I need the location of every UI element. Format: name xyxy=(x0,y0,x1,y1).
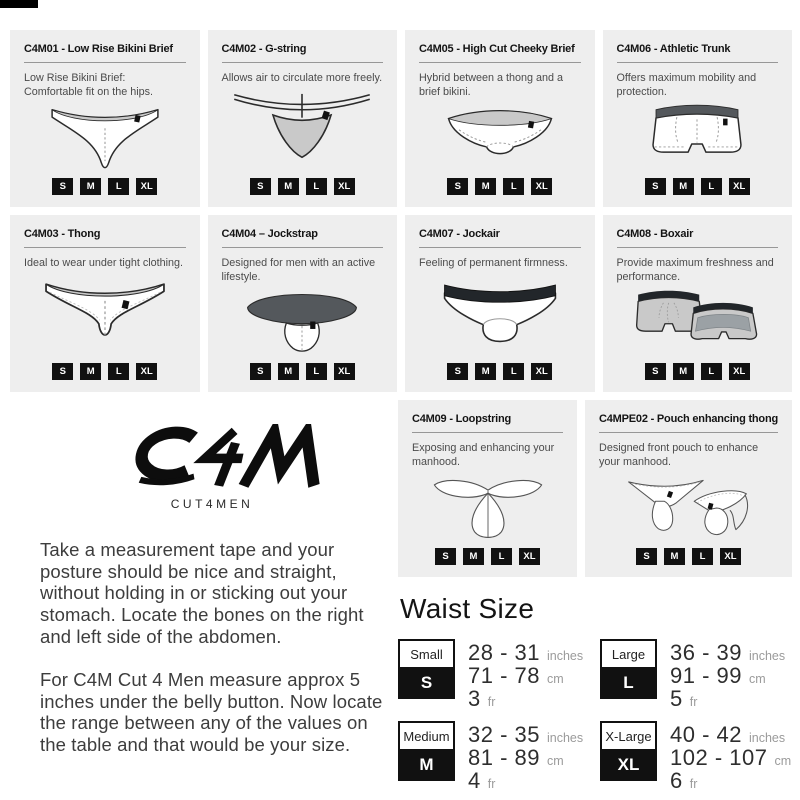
inches-unit: inches xyxy=(749,649,786,663)
product-card-c4mpe02 xyxy=(585,400,792,577)
product-description: Exposing and enhancing your manhood. xyxy=(412,442,555,469)
size-badges xyxy=(412,548,563,565)
size-badge-m: M xyxy=(278,178,299,195)
size-badge-s: S xyxy=(52,178,73,195)
cheeky-brief-illustration xyxy=(419,100,581,175)
size-row-large xyxy=(600,639,792,709)
fr-value: 4 xyxy=(468,768,481,793)
product-title: C4M01 - Low Rise Bikini Brief xyxy=(24,43,173,55)
measurement-instructions-1: Take a measurement tape and your posture should be nice and straight, without holding in or sticking out your stomach. Locate the bones on the right and left side of the abdomen. xyxy=(40,539,364,647)
fr-value: 5 xyxy=(670,686,683,711)
product-description: Ideal to wear under tight clothing. xyxy=(24,257,184,269)
size-badge-m: M xyxy=(463,548,484,565)
size-badge-s: S xyxy=(447,178,468,195)
product-card-c4m05 xyxy=(405,30,595,207)
divider xyxy=(419,247,581,248)
size-badge-xl: XL xyxy=(531,363,552,380)
fr-value: 6 xyxy=(670,768,683,793)
size-badge-s: S xyxy=(636,548,657,565)
size-abbr: L xyxy=(600,669,657,699)
size-badge-s: S xyxy=(447,363,468,380)
size-measures xyxy=(468,721,583,791)
size-abbr: M xyxy=(398,751,455,781)
size-badge-l: L xyxy=(491,548,512,565)
size-measures xyxy=(468,639,583,709)
size-badges xyxy=(617,178,779,195)
divider xyxy=(222,62,384,63)
size-badge-xl: XL xyxy=(729,178,750,195)
size-badge-xl: XL xyxy=(720,548,741,565)
product-card-c4m01 xyxy=(10,30,200,207)
corner-mark xyxy=(0,0,38,8)
size-badges xyxy=(419,178,581,195)
bikini-brief-illustration xyxy=(24,100,186,175)
product-title: C4M04 – Jockstrap xyxy=(221,228,318,240)
divider xyxy=(222,247,384,248)
size-badge-l: L xyxy=(108,363,129,380)
product-card-c4m03 xyxy=(10,215,200,392)
waist-size-title: Waist Size xyxy=(400,593,535,624)
lower-section xyxy=(0,400,800,791)
fr-unit: fr xyxy=(487,695,496,709)
size-badge-l: L xyxy=(306,178,327,195)
pouch-thong-illustration xyxy=(599,470,778,545)
size-badge-l: L xyxy=(306,363,327,380)
size-badges xyxy=(222,178,384,195)
fr-unit: fr xyxy=(487,777,496,791)
inches-value: 32 - 35 xyxy=(468,722,540,747)
size-badge-m: M xyxy=(673,178,694,195)
product-description: Designed for men with an active lifestyle. xyxy=(221,257,376,284)
size-badge-l: L xyxy=(701,363,722,380)
cm-unit: cm xyxy=(547,672,564,686)
size-label: Medium xyxy=(398,721,455,751)
cm-unit: cm xyxy=(547,754,564,768)
product-title: C4M05 - High Cut Cheeky Brief xyxy=(419,43,575,55)
size-box-medium xyxy=(398,721,455,791)
product-description: Hybrid between a thong and a brief bikini. xyxy=(419,72,564,99)
inches-unit: inches xyxy=(547,649,584,663)
product-description: Offers maximum mobility and protection. xyxy=(616,72,757,99)
size-measures xyxy=(670,721,791,791)
size-badge-m: M xyxy=(80,363,101,380)
c4m-logo-icon xyxy=(105,424,320,491)
cm-value: 81 - 89 xyxy=(468,745,540,770)
thong-illustration xyxy=(24,270,186,359)
size-badge-s: S xyxy=(250,178,271,195)
measurement-instructions-2: For C4M Cut 4 Men measure approx 5 inches under the belly button. Now locate the range between any of the values on the table and that would be your size. xyxy=(40,669,383,756)
product-card-c4m06 xyxy=(603,30,793,207)
divider xyxy=(24,247,186,248)
inches-unit: inches xyxy=(749,731,786,745)
size-label: Small xyxy=(398,639,455,669)
size-badge-s: S xyxy=(435,548,456,565)
brand-and-instructions xyxy=(0,400,398,791)
loopstring-illustration xyxy=(412,470,563,545)
cm-unit: cm xyxy=(749,672,766,686)
inches-unit: inches xyxy=(547,731,584,745)
size-badge-xl: XL xyxy=(531,178,552,195)
extra-cards xyxy=(398,400,792,577)
product-title: C4MPE02 - Pouch enhancing thong xyxy=(599,413,778,425)
inches-value: 36 - 39 xyxy=(670,640,742,665)
size-badge-xl: XL xyxy=(334,178,355,195)
product-title: C4M08 - Boxair xyxy=(616,228,694,240)
size-badge-m: M xyxy=(664,548,685,565)
size-row-small xyxy=(398,639,590,709)
divider xyxy=(412,432,563,433)
product-card-c4m02 xyxy=(208,30,398,207)
size-badge-xl: XL xyxy=(136,363,157,380)
size-box-xlarge xyxy=(600,721,657,791)
g-string-illustration xyxy=(222,85,384,174)
product-title: C4M06 - Athletic Trunk xyxy=(616,43,731,55)
divider xyxy=(617,247,779,248)
size-badges xyxy=(24,178,186,195)
size-box-small xyxy=(398,639,455,709)
cm-value: 102 - 107 xyxy=(670,745,768,770)
size-badge-xl: XL xyxy=(334,363,355,380)
product-title: C4M02 - G-string xyxy=(221,43,307,55)
product-description: Allows air to circulate more freely. xyxy=(221,72,383,84)
size-badge-l: L xyxy=(692,548,713,565)
size-badge-m: M xyxy=(475,363,496,380)
trunk-illustration xyxy=(617,100,779,175)
size-badge-s: S xyxy=(52,363,73,380)
size-badge-s: S xyxy=(645,178,666,195)
cm-unit: cm xyxy=(774,754,792,768)
size-badge-xl: XL xyxy=(519,548,540,565)
size-badge-l: L xyxy=(503,178,524,195)
size-badge-l: L xyxy=(108,178,129,195)
size-badge-m: M xyxy=(673,363,694,380)
inches-value: 28 - 31 xyxy=(468,640,540,665)
jockstrap-illustration xyxy=(222,285,384,360)
size-measures xyxy=(670,639,785,709)
size-badge-m: M xyxy=(278,363,299,380)
size-badges xyxy=(24,363,186,380)
boxair-illustration xyxy=(617,285,779,360)
fr-unit: fr xyxy=(689,695,698,709)
divider xyxy=(617,62,779,63)
size-badge-xl: XL xyxy=(136,178,157,195)
product-card-c4m09 xyxy=(398,400,577,577)
fr-value: 3 xyxy=(468,686,481,711)
product-description: Low Rise Bikini Brief: Comfortable fit on the hips. xyxy=(24,72,154,99)
product-cards-grid xyxy=(0,0,800,392)
size-badges xyxy=(617,363,779,380)
divider xyxy=(419,62,581,63)
fr-unit: fr xyxy=(689,777,698,791)
size-badge-m: M xyxy=(475,178,496,195)
divider xyxy=(599,432,778,433)
product-description: Feeling of permanent firmness. xyxy=(419,257,568,269)
size-abbr: XL xyxy=(600,751,657,781)
size-label: X-Large xyxy=(600,721,657,751)
size-badge-l: L xyxy=(701,178,722,195)
product-card-c4m07 xyxy=(405,215,595,392)
product-description: Provide maximum freshness and performance. xyxy=(616,257,774,284)
size-badges xyxy=(222,363,384,380)
size-label: Large xyxy=(600,639,657,669)
product-card-c4m08 xyxy=(603,215,793,392)
product-title: C4M07 - Jockair xyxy=(419,228,500,240)
size-badge-m: M xyxy=(80,178,101,195)
size-box-large xyxy=(600,639,657,709)
inches-value: 40 - 42 xyxy=(670,722,742,747)
cm-value: 71 - 78 xyxy=(468,663,540,688)
size-badges xyxy=(599,548,778,565)
extra-cards-and-size-table xyxy=(398,400,800,791)
waist-size-table xyxy=(398,639,792,791)
product-title: C4M03 - Thong xyxy=(24,228,101,240)
size-abbr: S xyxy=(398,669,455,699)
brand-logo xyxy=(100,424,325,511)
jockair-illustration xyxy=(419,270,581,359)
product-description: Designed front pouch to enhance your manhood. xyxy=(599,442,759,469)
divider xyxy=(24,62,186,63)
size-badge-xl: XL xyxy=(729,363,750,380)
size-row-medium xyxy=(398,721,590,791)
size-row-xlarge xyxy=(600,721,792,791)
cm-value: 91 - 99 xyxy=(670,663,742,688)
product-card-c4m04 xyxy=(208,215,398,392)
size-badges xyxy=(419,363,581,380)
brand-caption: CUT4MEN xyxy=(170,497,254,511)
product-title: C4M09 - Loopstring xyxy=(412,413,512,425)
size-badge-l: L xyxy=(503,363,524,380)
size-badge-s: S xyxy=(645,363,666,380)
size-badge-s: S xyxy=(250,363,271,380)
